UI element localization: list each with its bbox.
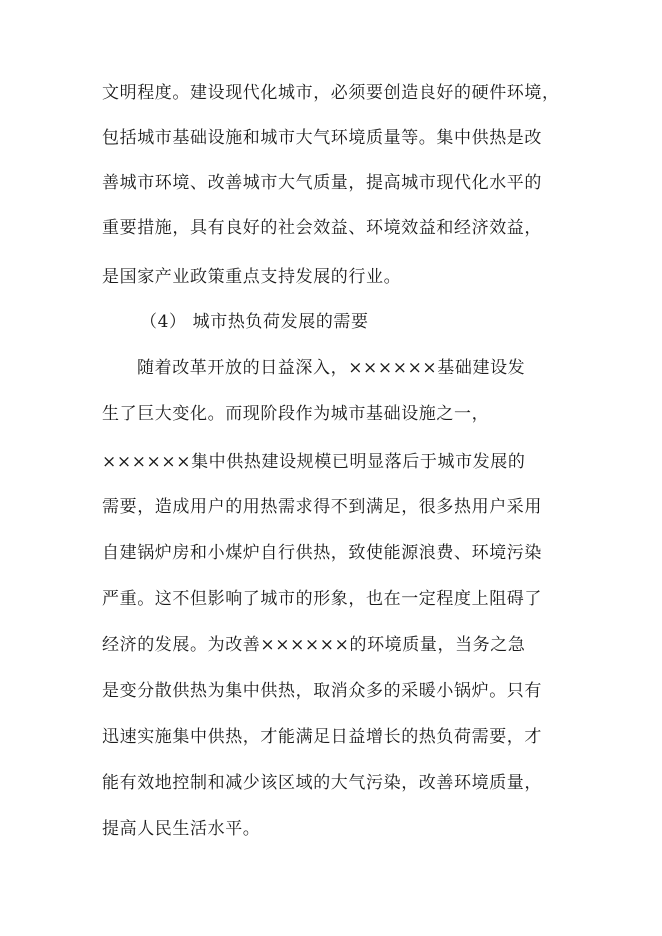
paragraph-line: 提高人民生活水平。 (102, 819, 261, 839)
paragraph-line: 文明程度。建设现代化城市，必须要创造良好的硬件环境， (102, 83, 560, 103)
section-heading: （4） 城市热负荷发展的需要 (140, 312, 369, 332)
paragraph-line: 需要，造成用户的用热需求得不到满足，很多热用户采用 (102, 497, 542, 517)
paragraph-line: ××××××集中供热建设规模已明显落后于城市发展的 (102, 452, 526, 472)
paragraph-line: 是国家产业政策重点支持发展的行业。 (102, 267, 402, 287)
paragraph-line: 迅速实施集中供热，才能满足日益增长的热负荷需要，才 (102, 727, 542, 747)
paragraph-line: 包括城市基础设施和城市大气环境质量等。集中供热是改 (102, 128, 542, 148)
paragraph-line: 自建锅炉房和小煤炉自行供热，致使能源浪费、环境污染 (102, 543, 542, 563)
paragraph-line: 能有效地控制和减少该区域的大气污染，改善环境质量， (102, 773, 542, 793)
paragraph-line: 随着改革开放的日益深入，××××××基础建设发 (137, 358, 526, 378)
paragraph-line: 严重。这不但影响了城市的形象，也在一定程度上阻碍了 (102, 589, 542, 609)
paragraph-line: 经济的发展。为改善××××××的环境质量，当务之急 (102, 635, 526, 655)
paragraph-line: 重要措施，具有良好的社会效益、环境效益和经济效益， (102, 218, 542, 238)
paragraph-line: 生了巨大变化。而现阶段作为城市基础设施之一， (102, 404, 490, 424)
paragraph-line: 是变分散供热为集中供热，取消众多的采暖小锅炉。只有 (102, 681, 542, 701)
paragraph-line: 善城市环境、改善城市大气质量，提高城市现代化水平的 (102, 173, 542, 193)
